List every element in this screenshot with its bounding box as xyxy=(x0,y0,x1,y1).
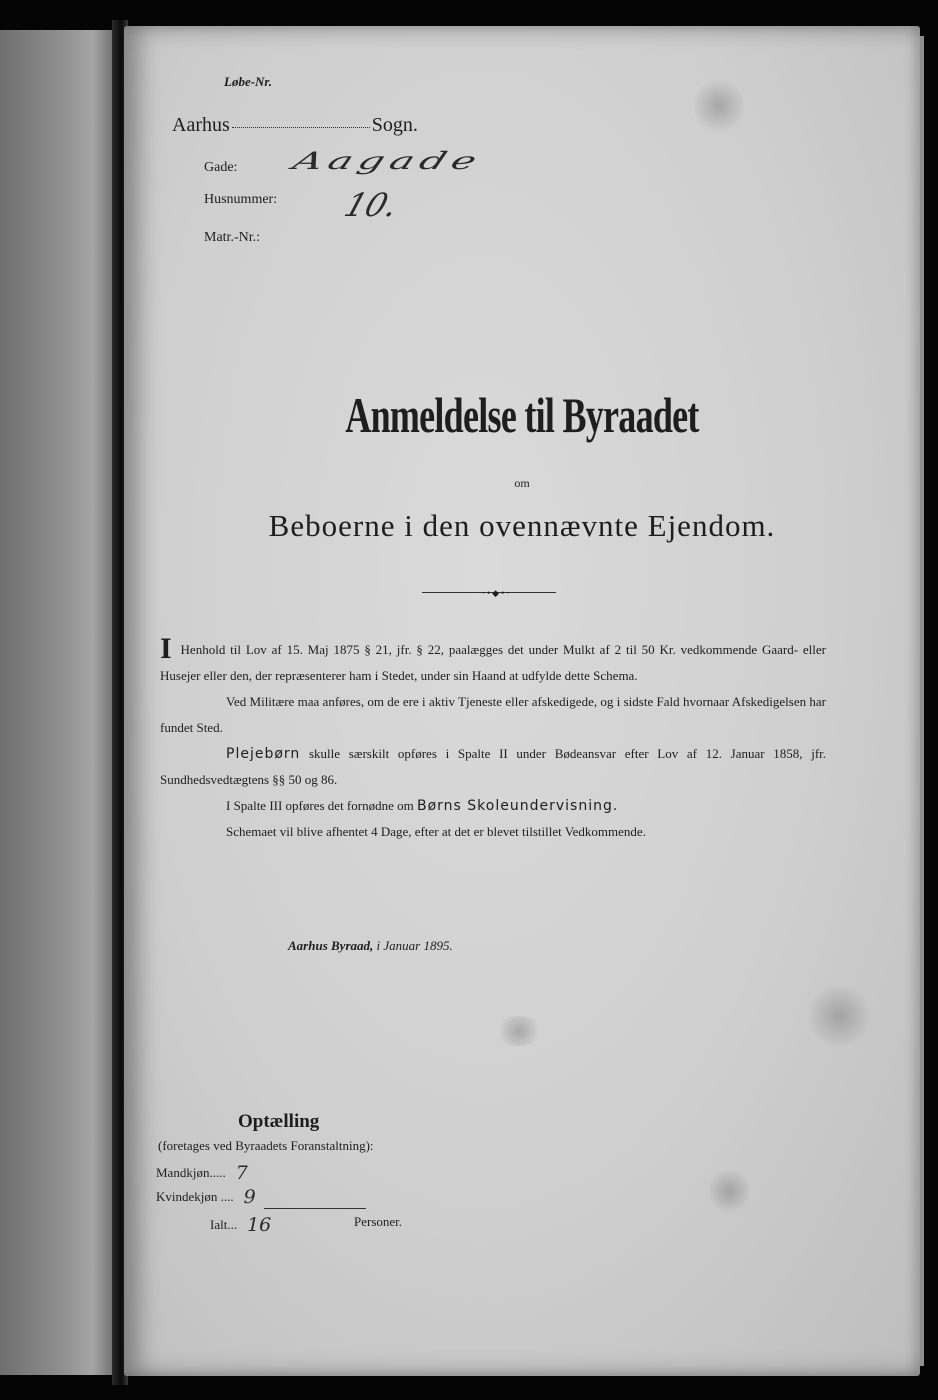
document-page xyxy=(124,26,920,1376)
paragraph-3-text: skulle særskilt opføres i Spalte II under Bødeansvar efter Lov af 12. Januar 1858, jfr. Sundhedsvedtægtens §§ 50 og 86. xyxy=(160,746,827,787)
parish-line xyxy=(172,114,418,137)
husnummer-label: Husnummer: xyxy=(204,192,278,207)
document-subtitle: Beboerne i den ovennævnte Ejendom. xyxy=(268,508,776,543)
count-row-kvind xyxy=(156,1186,256,1208)
divider-ornament: ·•◆•· xyxy=(482,588,512,598)
gade-label: Gade: xyxy=(204,160,238,175)
plejeborn-emphasis: Plejebørn xyxy=(226,746,301,762)
kvind-label: Kvindekjøn .... xyxy=(156,1189,234,1204)
title-om: om xyxy=(514,476,530,490)
ialt-label: Ialt... xyxy=(210,1217,238,1232)
document-title: Anmeldelse til Byraadet xyxy=(345,387,699,443)
paragraph-4 xyxy=(160,793,826,819)
matr-nr-label: Matr.-Nr.: xyxy=(204,230,260,245)
signature-date: i Januar 1895. xyxy=(376,938,453,953)
husnummer-handwritten-value: 10. xyxy=(339,186,404,224)
stain xyxy=(694,76,744,136)
mand-label: Mandkjøn..... xyxy=(156,1165,226,1180)
mand-handwritten-value: 7 xyxy=(235,1162,248,1184)
personer-label: Personer. xyxy=(354,1214,403,1229)
signature-line xyxy=(288,938,453,954)
parish-label: Sogn. xyxy=(371,114,418,136)
kvind-handwritten-value: 9 xyxy=(243,1186,256,1208)
count-row-mand xyxy=(156,1162,248,1184)
gade-handwritten-value: Aagade xyxy=(288,147,487,175)
stain xyxy=(494,1016,544,1046)
paragraph-5: Schemaet vil blive afhentet 4 Dage, efter at det er blevet tilstillet Vedkommende. xyxy=(226,824,646,839)
signature-place: Aarhus Byraad, xyxy=(288,938,374,953)
stain xyxy=(709,1166,749,1216)
paragraph-1 xyxy=(160,632,827,689)
ialt-handwritten-value: 16 xyxy=(247,1214,272,1236)
drop-initial: I xyxy=(160,632,172,665)
count-title: Optælling xyxy=(238,1111,320,1132)
sum-line xyxy=(264,1208,366,1209)
paragraph-3 xyxy=(160,741,826,793)
city-label: Aarhus xyxy=(172,114,230,136)
stain xyxy=(804,986,874,1046)
instructions-text xyxy=(160,632,827,845)
paragraph-1-text: Henhold til Lov af 15. Maj 1875 § 21, jfr. § 22, paalægges det under Mulkt af 2 til 50 Kr. vedkommende Gaard- eller Husejer eller den, der repræsenterer ham i Stedet, under sin Haand at udfylde dette Schema. xyxy=(160,642,827,683)
count-row-ialt xyxy=(210,1214,271,1236)
paragraph-2: Ved Militære maa anføres, om de ere i aktiv Tjeneste eller afskedigede, og i sidste Fald hvornaar Afskedigelsen har fundet Sted. xyxy=(160,694,826,735)
dotted-line xyxy=(232,127,370,128)
count-subtitle: (foretages ved Byraadets Foranstaltning): xyxy=(158,1138,374,1153)
left-page xyxy=(0,30,116,1375)
paragraph-4-text: I Spalte III opføres det fornødne om xyxy=(226,798,414,813)
skoleundervisning-emphasis: Børns Skoleundervisning. xyxy=(416,798,619,814)
lobe-nr-label: Løbe-Nr. xyxy=(224,74,273,89)
